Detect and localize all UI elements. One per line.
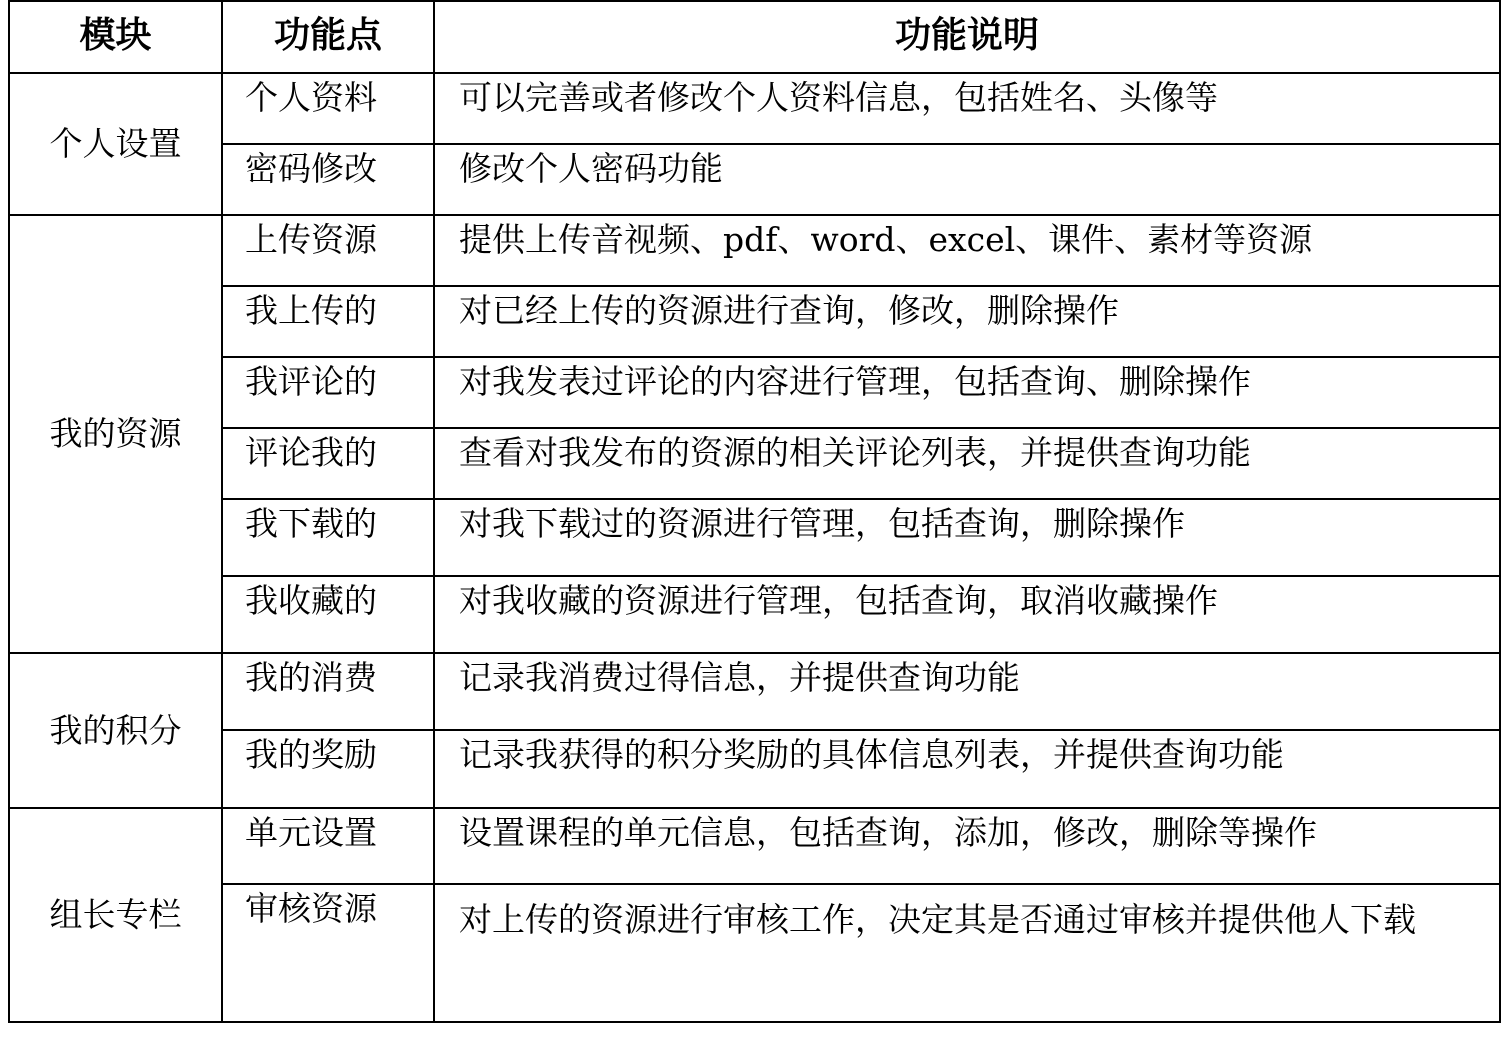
table-row [9, 576, 1500, 653]
description-cell: 设置课程的单元信息，包括查询，添加，修改，删除等操作 [434, 808, 1500, 884]
feature-cell: 评论我的 [222, 428, 434, 499]
description-cell: 对上传的资源进行审核工作，决定其是否通过审核并提供他人下载 [434, 884, 1500, 1022]
header-row [9, 1, 1500, 73]
function-table-wrapper [8, 0, 1499, 1023]
table-row [9, 730, 1500, 808]
description-cell: 对我发表过评论的内容进行管理，包括查询、删除操作 [434, 357, 1500, 428]
table-row [9, 286, 1500, 357]
feature-cell: 审核资源 [222, 884, 434, 1022]
table-row [9, 73, 1500, 144]
feature-cell: 我下载的 [222, 499, 434, 576]
function-table [8, 0, 1501, 1023]
feature-cell: 我上传的 [222, 286, 434, 357]
description-cell: 可以完善或者修改个人资料信息，包括姓名、头像等 [434, 73, 1500, 144]
table-row [9, 808, 1500, 884]
table-row [9, 653, 1500, 730]
feature-cell: 我的消费 [222, 653, 434, 730]
description-cell: 查看对我发布的资源的相关评论列表，并提供查询功能 [434, 428, 1500, 499]
description-cell: 记录我消费过得信息，并提供查询功能 [434, 653, 1500, 730]
description-cell: 对我下载过的资源进行管理，包括查询，删除操作 [434, 499, 1500, 576]
table-row [9, 357, 1500, 428]
header-module: 模块 [9, 1, 222, 73]
feature-cell: 密码修改 [222, 144, 434, 215]
feature-cell: 单元设置 [222, 808, 434, 884]
description-cell: 提供上传音视频、pdf、word、excel、课件、素材等资源 [434, 215, 1500, 286]
feature-cell: 上传资源 [222, 215, 434, 286]
table-row [9, 215, 1500, 286]
module-cell: 个人设置 [9, 73, 222, 215]
module-cell: 组长专栏 [9, 808, 222, 1022]
table-row [9, 499, 1500, 576]
feature-cell: 个人资料 [222, 73, 434, 144]
table-row [9, 428, 1500, 499]
description-cell: 记录我获得的积分奖励的具体信息列表，并提供查询功能 [434, 730, 1500, 808]
header-feature: 功能点 [222, 1, 434, 73]
module-cell: 我的积分 [9, 653, 222, 808]
feature-cell: 我的奖励 [222, 730, 434, 808]
feature-cell: 我评论的 [222, 357, 434, 428]
description-cell: 修改个人密码功能 [434, 144, 1500, 215]
table-row [9, 884, 1500, 1022]
feature-cell: 我收藏的 [222, 576, 434, 653]
module-cell: 我的资源 [9, 215, 222, 653]
table-row [9, 144, 1500, 215]
header-description: 功能说明 [434, 1, 1500, 73]
description-cell: 对已经上传的资源进行查询，修改，删除操作 [434, 286, 1500, 357]
description-cell: 对我收藏的资源进行管理，包括查询，取消收藏操作 [434, 576, 1500, 653]
